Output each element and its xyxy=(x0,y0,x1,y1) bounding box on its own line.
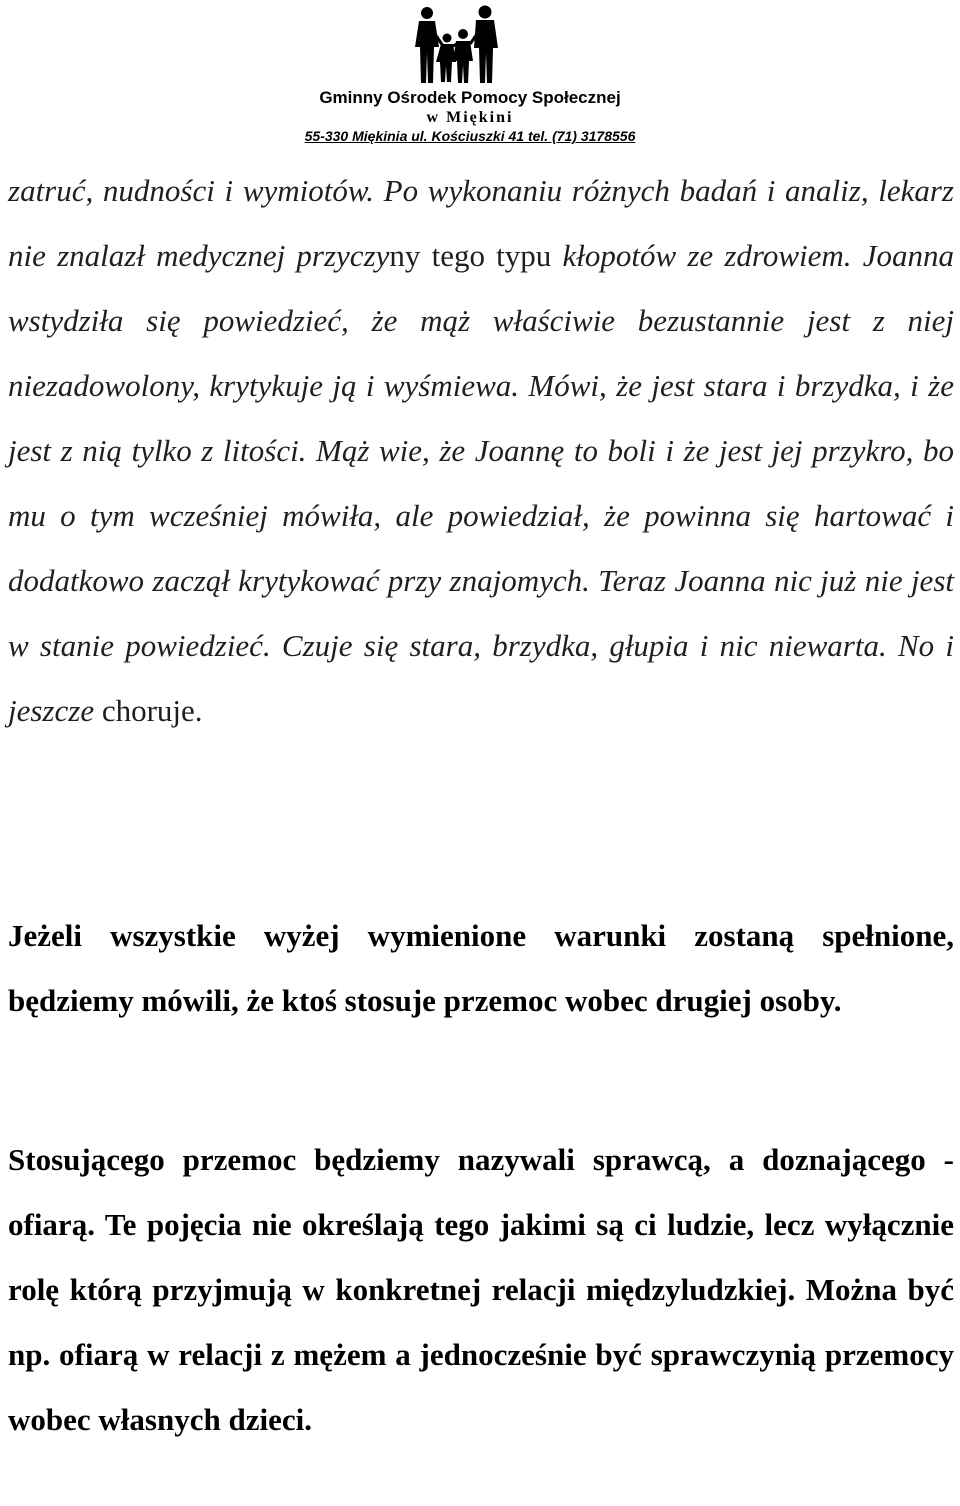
story-text-continued: kłopotów ze zdrowiem. Joanna wstydziła się powiedzieć, że mąż właściwie bezustannie jest z niej niezadowolony, krytykuje ją i wyśmiewa. Mówi, że jest stara i brzydka, i że jest z nią tylko z litości. Mąż wie, że Joannę to boli i że jest jej przykro, bo mu o tym wcześniej mówiła, ale powiedział, że powinna się hartować i dodatkowo zaczął krytykować przy znajomych. Teraz Joanna nic już nie jest w stanie powiedzieć. Czuje się stara, brzydka, głupia i nic niewarta. No i jeszcze xyxy=(8,238,954,728)
story-text-upright: ny tego typu xyxy=(389,238,552,273)
family-silhouette-icon xyxy=(405,4,515,84)
letterhead xyxy=(0,0,960,150)
organization-town: w Miękini xyxy=(426,109,514,126)
story-text-ending: choruje. xyxy=(101,693,203,728)
definition-paragraph: Jeżeli wszystkie wyżej wymienione warunki zostaną spełnione, będziemy mówili, że ktoś stosuje przemoc wobec drugiej osoby. xyxy=(8,918,954,1018)
roles-paragraph: Stosującego przemoc będziemy nazywali sprawcą, a doznającego - ofiarą. Te pojęcia nie określają tego jakimi są ci ludzie, lecz wyłącznie rolę którą przyjmują w konkretnej relacji międzyludzkiej. Można być np. ofiarą w relacji z mężem a jednocześnie być sprawczynią przemocy wobec własnych dzieci. xyxy=(8,1142,954,1437)
story-paragraph xyxy=(8,158,954,743)
organization-name: Gminny Ośrodek Pomocy Społecznej xyxy=(319,88,621,107)
story-text: zatruć, nudności i wymiotów. Po wykonaniu różnych badań i analiz, lekarz nie znalazł medycznej przyczy xyxy=(8,173,954,273)
organization-address: 55-330 Miękinia ul. Kościuszki 41 tel. (71) 3178556 xyxy=(304,128,636,144)
